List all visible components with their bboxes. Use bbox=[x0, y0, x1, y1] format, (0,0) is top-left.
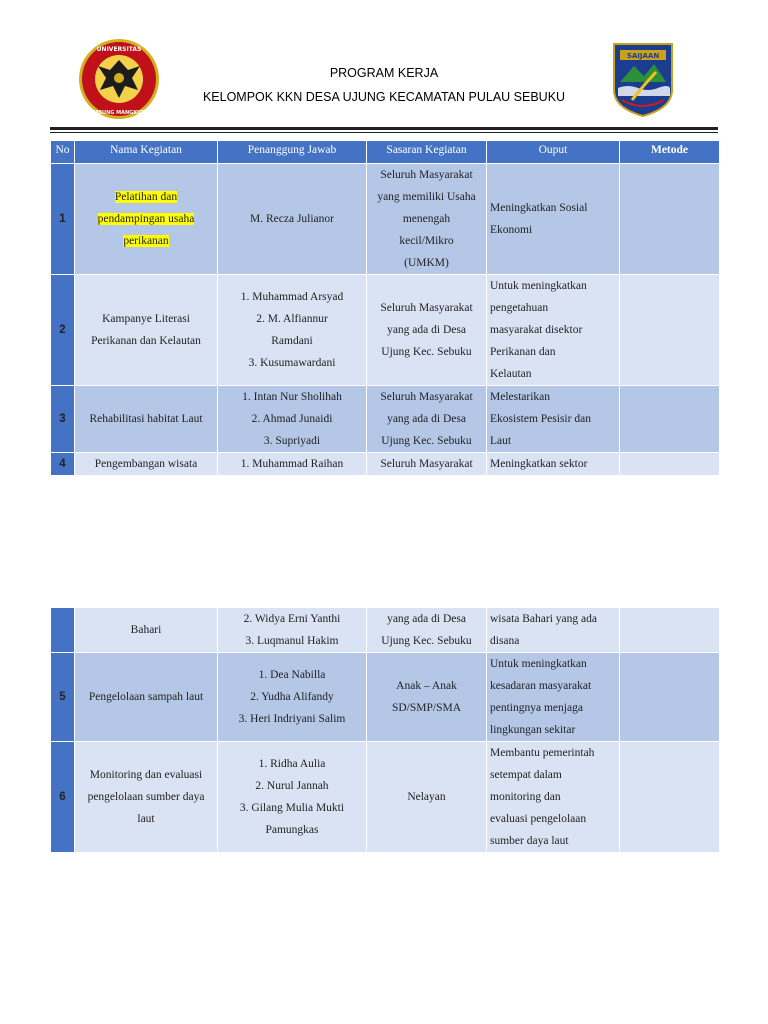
row-sasaran bbox=[367, 164, 487, 275]
pj-line: 2. Widya Erni Yanthi bbox=[243, 613, 341, 625]
pj-line: 1. Muhammad Arsyad bbox=[240, 291, 344, 303]
sasaran-line: SD/SMP/SMA bbox=[391, 702, 462, 714]
row-nama: Rehabilitasi habitat Laut bbox=[75, 386, 218, 453]
output-line: monitoring dan bbox=[490, 791, 561, 803]
output-line: Ekonomi bbox=[490, 224, 533, 236]
table-row bbox=[51, 653, 720, 742]
nama-line: Kampanye Literasi bbox=[102, 313, 190, 325]
program-table bbox=[50, 140, 720, 476]
row-metode bbox=[620, 164, 720, 275]
row-no bbox=[51, 608, 75, 653]
header-sasaran: Sasaran Kegiatan bbox=[367, 141, 487, 164]
nama-line: Monitoring dan evaluasi bbox=[89, 769, 203, 781]
output-line: Laut bbox=[490, 435, 512, 447]
row-sasaran bbox=[367, 653, 487, 742]
sasaran-line: yang ada di Desa bbox=[387, 613, 466, 625]
table-row bbox=[51, 608, 720, 653]
row-pj bbox=[218, 742, 367, 853]
output-line: lingkungan sekitar bbox=[490, 724, 576, 736]
nama-line: laut bbox=[137, 813, 155, 825]
row-pj bbox=[218, 275, 367, 386]
header-divider bbox=[50, 127, 718, 130]
row-no: 1 bbox=[51, 164, 75, 275]
table-row bbox=[51, 453, 720, 476]
pj-line: 3. Luqmanul Hakim bbox=[245, 635, 339, 647]
row-metode bbox=[620, 275, 720, 386]
sasaran-line: yang ada di Desa bbox=[387, 324, 466, 336]
output-line: wisata Bahari yang ada bbox=[490, 613, 597, 625]
row-output bbox=[487, 742, 620, 853]
row-pj bbox=[218, 386, 367, 453]
row-metode bbox=[620, 453, 720, 476]
row-nama bbox=[75, 742, 218, 853]
output-line: Melestarikan bbox=[490, 391, 551, 403]
program-table-continued bbox=[50, 607, 720, 853]
output-line: Perikanan dan bbox=[490, 346, 556, 358]
table-row bbox=[51, 386, 720, 453]
sasaran-line: kecil/Mikro bbox=[399, 235, 454, 247]
output-line: disana bbox=[490, 635, 520, 647]
header-output: Ouput bbox=[487, 141, 620, 164]
sasaran-line: Seluruh Masyarakat bbox=[380, 391, 473, 403]
header-no: No bbox=[51, 141, 75, 164]
row-output bbox=[487, 386, 620, 453]
row-output bbox=[487, 653, 620, 742]
row-output bbox=[487, 275, 620, 386]
row-sasaran: Seluruh Masyarakat bbox=[367, 453, 487, 476]
sasaran-line: menengah bbox=[402, 213, 451, 225]
sasaran-line: Ujung Kec. Sebuku bbox=[381, 346, 472, 358]
row-no: 5 bbox=[51, 653, 75, 742]
output-line: Untuk meningkatkan bbox=[490, 280, 587, 292]
row-metode bbox=[620, 386, 720, 453]
output-line: Ekosistem Pesisir dan bbox=[490, 413, 591, 425]
table-row bbox=[51, 164, 720, 275]
output-line: pengetahuan bbox=[490, 302, 549, 314]
header-metode: Metode bbox=[620, 141, 720, 164]
pj-line: 1. Dea Nabilla bbox=[258, 669, 326, 681]
pj-line: Ramdani bbox=[271, 335, 313, 347]
row-output: Meningkatkan sektor bbox=[487, 453, 620, 476]
row-sasaran bbox=[367, 608, 487, 653]
page-subtitle: KELOMPOK KKN DESA UJUNG KECAMATAN PULAU SEBUKU bbox=[202, 90, 566, 104]
row-output bbox=[487, 164, 620, 275]
row-sasaran: Nelayan bbox=[367, 742, 487, 853]
sasaran-line: yang memiliki Usaha bbox=[377, 191, 476, 203]
output-line: masyarakat disektor bbox=[490, 324, 583, 336]
row-pj bbox=[218, 653, 367, 742]
row-metode bbox=[620, 653, 720, 742]
header-pj: Penanggung Jawab bbox=[218, 141, 367, 164]
output-line: Membantu pemerintah bbox=[490, 747, 595, 759]
row-metode bbox=[620, 608, 720, 653]
pj-line: 2. Ahmad Junaidi bbox=[251, 413, 333, 425]
row-no: 2 bbox=[51, 275, 75, 386]
row-sasaran bbox=[367, 275, 487, 386]
table-row bbox=[51, 742, 720, 853]
row-output bbox=[487, 608, 620, 653]
pj-line: 1. Ridha Aulia bbox=[258, 758, 326, 770]
row-pj: M. Recza Julianor bbox=[218, 164, 367, 275]
row-metode bbox=[620, 742, 720, 853]
svg-text:SAIJAAN: SAIJAAN bbox=[626, 52, 660, 60]
output-line: Kelautan bbox=[490, 368, 532, 380]
pj-line: 1. Intan Nur Sholihah bbox=[242, 391, 342, 403]
svg-text:LAMBUNG MANGKURAT: LAMBUNG MANGKURAT bbox=[86, 110, 152, 116]
regency-crest-icon bbox=[612, 42, 674, 118]
row-pj bbox=[218, 608, 367, 653]
table-header-row bbox=[51, 141, 720, 164]
nama-line: pengelolaan sumber daya bbox=[87, 791, 205, 803]
header-nama: Nama Kegiatan bbox=[75, 141, 218, 164]
output-line: kesadaran masyarakat bbox=[490, 680, 592, 692]
nama-line: Perikanan dan Kelautan bbox=[91, 335, 201, 347]
sasaran-line: Ujung Kec. Sebuku bbox=[381, 635, 472, 647]
nama-line: perikanan bbox=[123, 235, 169, 247]
pj-line: Pamungkas bbox=[265, 824, 319, 836]
row-nama bbox=[75, 275, 218, 386]
nama-line: pendampingan usaha bbox=[97, 213, 195, 225]
nama-line: Pelatihan dan bbox=[114, 191, 178, 203]
row-nama: Pengembangan wisata bbox=[75, 453, 218, 476]
output-line: Meningkatkan Sosial bbox=[490, 202, 588, 214]
sasaran-line: Seluruh Masyarakat bbox=[380, 169, 473, 181]
header-divider-thin bbox=[50, 132, 718, 133]
pj-line: 2. Nurul Jannah bbox=[255, 780, 329, 792]
pj-line: 3. Kusumawardani bbox=[248, 357, 336, 369]
page-title: PROGRAM KERJA bbox=[329, 66, 439, 80]
row-nama: Bahari bbox=[75, 608, 218, 653]
pj-line: 2. Yudha Alifandy bbox=[250, 691, 334, 703]
sasaran-line: yang ada di Desa bbox=[387, 413, 466, 425]
sasaran-line: Anak – Anak bbox=[396, 680, 457, 692]
pj-line: 3. Heri Indriyani Salim bbox=[238, 713, 346, 725]
row-sasaran bbox=[367, 386, 487, 453]
output-line: setempat dalam bbox=[490, 769, 562, 781]
sasaran-line: Ujung Kec. Sebuku bbox=[381, 435, 472, 447]
pj-line: 3. Gilang Mulia Mukti bbox=[239, 802, 345, 814]
row-pj: 1. Muhammad Raihan bbox=[218, 453, 367, 476]
row-nama bbox=[75, 164, 218, 275]
row-nama: Pengelolaan sampah laut bbox=[75, 653, 218, 742]
table-row bbox=[51, 275, 720, 386]
output-line: Untuk meningkatkan bbox=[490, 658, 587, 670]
row-no: 4 bbox=[51, 453, 75, 476]
row-no: 6 bbox=[51, 742, 75, 853]
output-line: pentingnya menjaga bbox=[490, 702, 583, 714]
sasaran-line: (UMKM) bbox=[404, 257, 449, 269]
sasaran-line: Seluruh Masyarakat bbox=[380, 302, 473, 314]
output-line: sumber daya laut bbox=[490, 835, 569, 847]
svg-text:UNIVERSITAS: UNIVERSITAS bbox=[96, 46, 142, 53]
row-no: 3 bbox=[51, 386, 75, 453]
output-line: evaluasi pengelolaan bbox=[490, 813, 587, 825]
pj-line: 3. Supriyadi bbox=[263, 435, 321, 447]
pj-line: 2. M. Alfiannur bbox=[256, 313, 328, 325]
